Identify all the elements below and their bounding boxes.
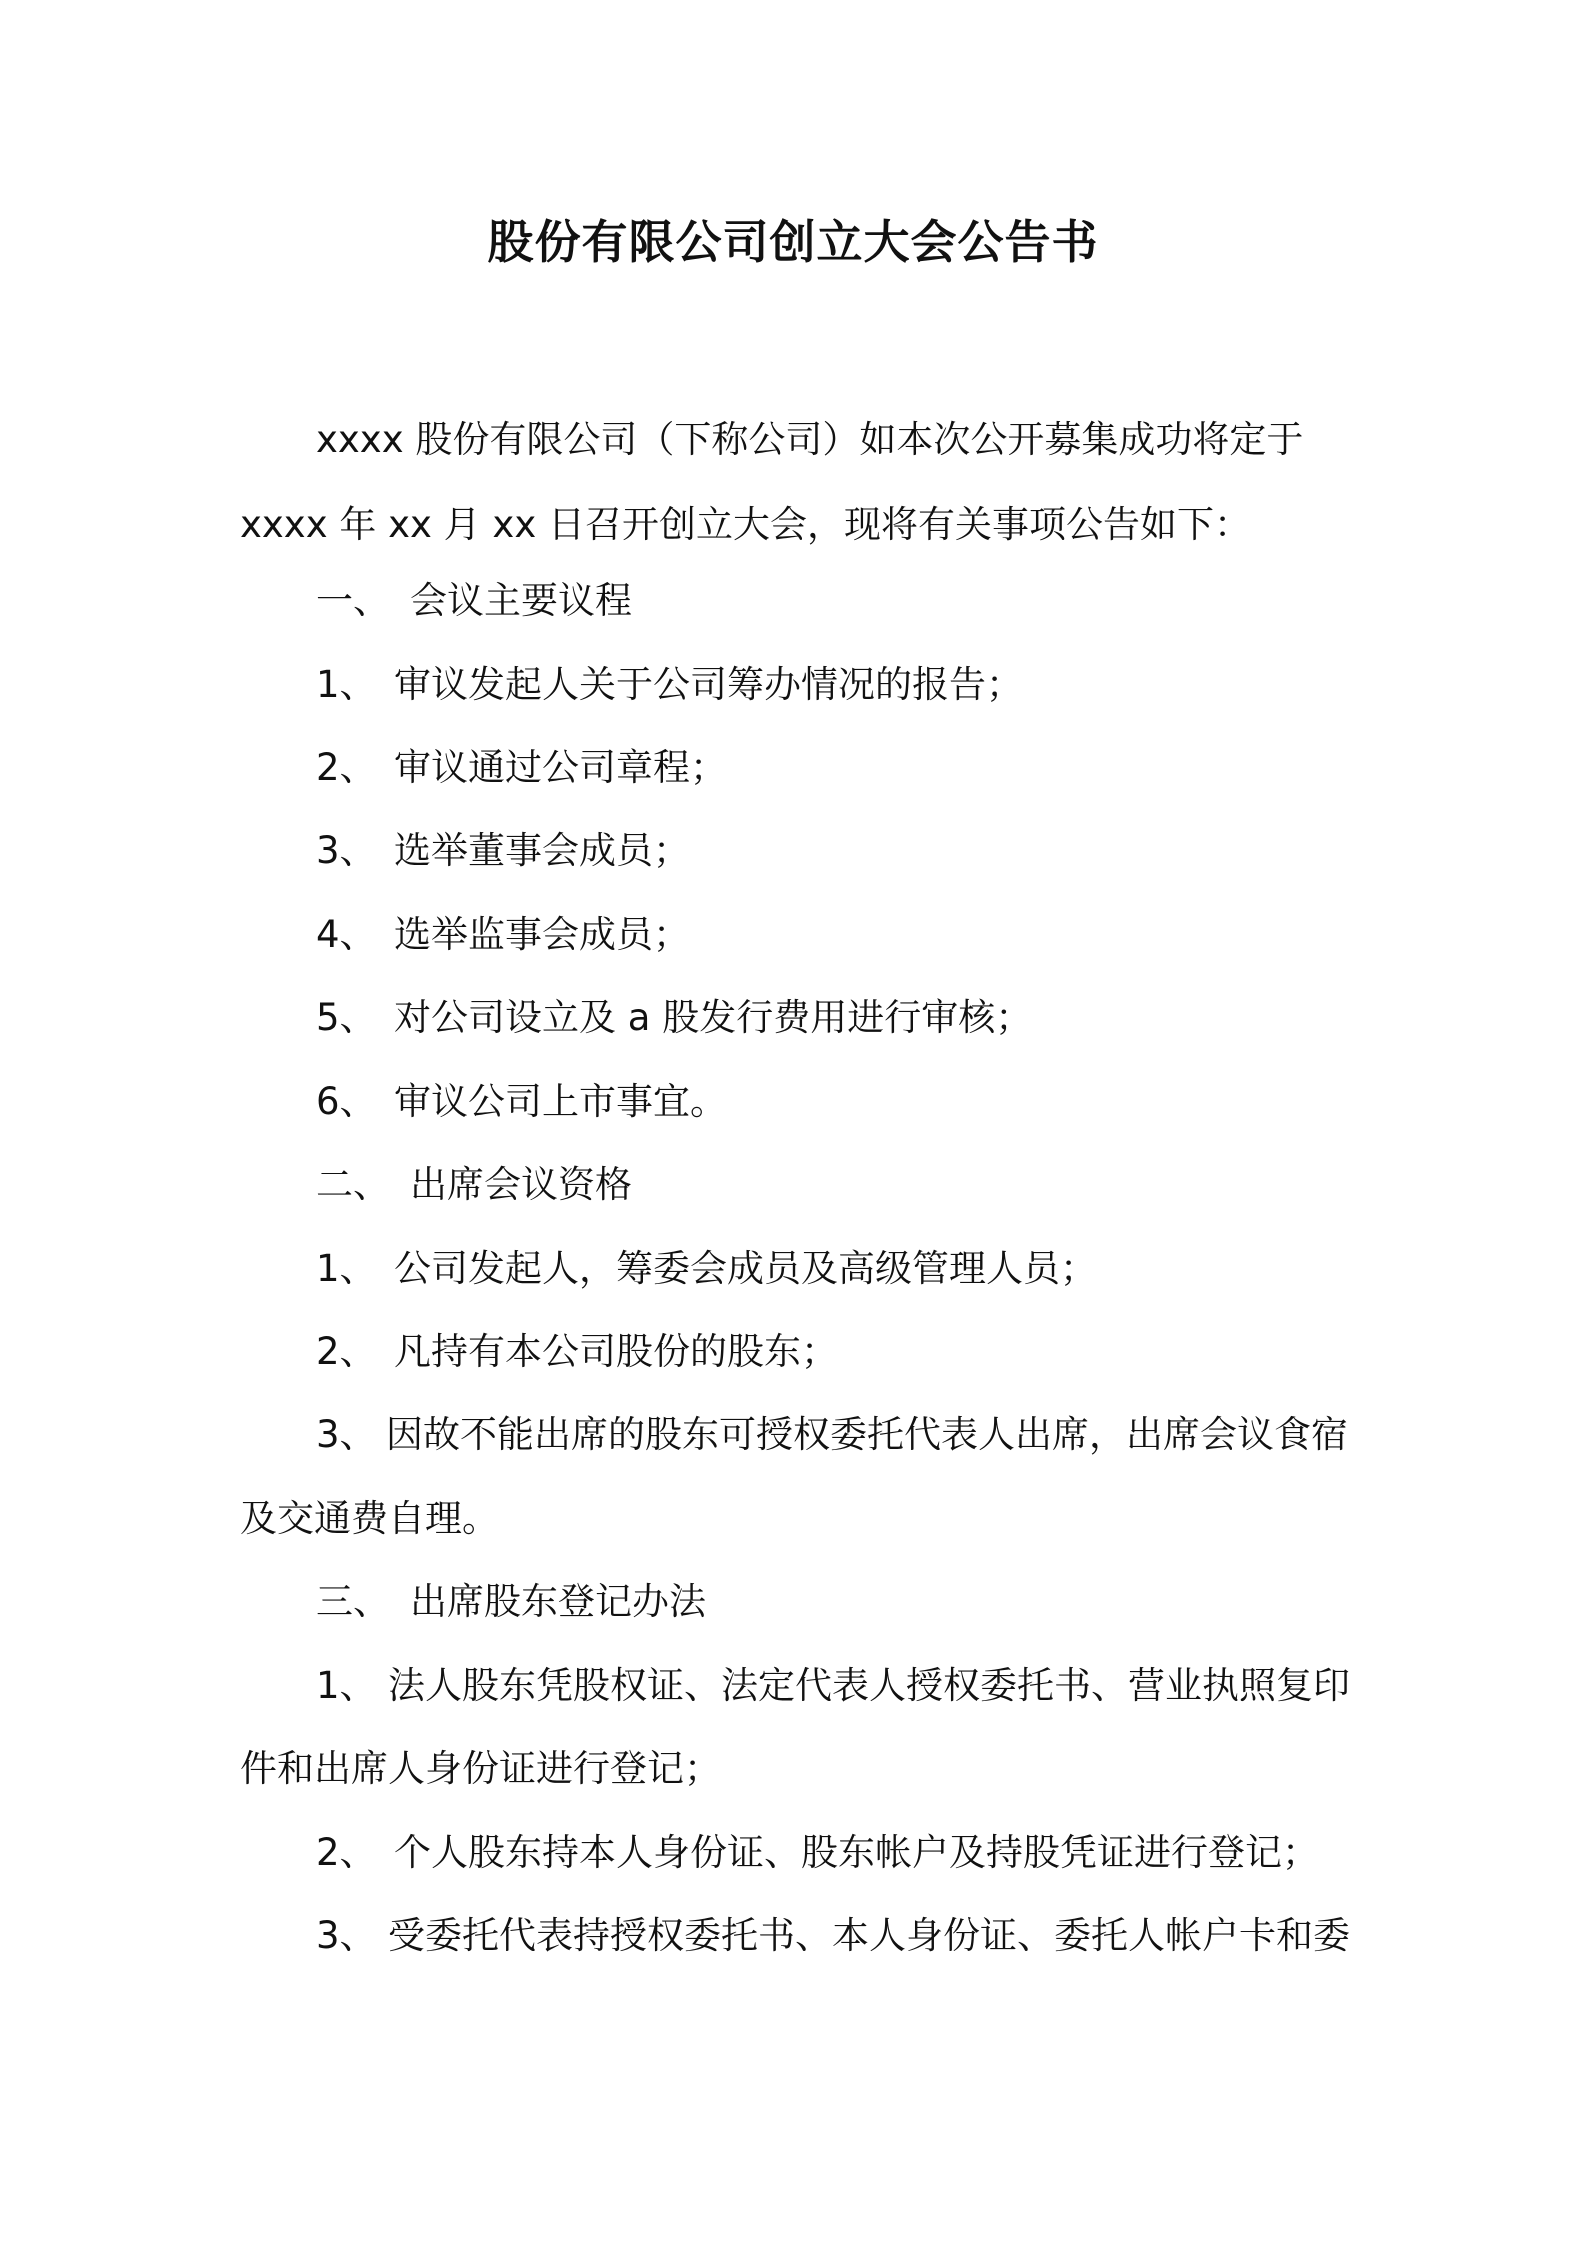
item-text: 个人股东持本人身份证、股东帐户及持股凭证进行登记； (394, 1831, 1319, 1874)
list-item (316, 1077, 727, 1127)
section-number: 三、 (316, 1580, 390, 1623)
list-item (316, 1661, 1350, 1711)
list-item (316, 1327, 838, 1377)
document-title: 股份有限公司创立大会公告书 (487, 215, 1099, 269)
list-item (316, 993, 1032, 1043)
item-text: 审议通过公司章程； (394, 746, 727, 789)
item-text: 审议公司上市事宜。 (394, 1080, 727, 1123)
item-number: 2、 (316, 1330, 377, 1373)
section-title: 会议主要议程 (410, 579, 632, 622)
list-item (316, 1244, 1097, 1294)
intro-line-1: xxxx 股份有限公司（下称公司）如本次公开募集成功将定于 (316, 418, 1304, 461)
section-title: 出席股东登记办法 (410, 1580, 706, 1623)
item-text: 公司发起人，筹委会成员及高级管理人员； (394, 1247, 1097, 1290)
item-number: 1、 (316, 1664, 377, 1707)
item-number: 1、 (316, 663, 377, 706)
item-text: 选举监事会成员； (394, 913, 690, 956)
section-number: 一、 (316, 579, 390, 622)
item-text: 审议发起人关于公司筹办情况的报告； (394, 663, 1023, 706)
item-number: 5、 (316, 996, 377, 1039)
section-heading (316, 1577, 706, 1627)
item-number: 2、 (316, 746, 377, 789)
list-item (316, 660, 1023, 710)
item-number: 3、 (316, 1914, 377, 1957)
item-number: 2、 (316, 1831, 377, 1874)
list-item (316, 1911, 1350, 1961)
list-item (316, 743, 727, 793)
list-item (316, 826, 690, 876)
item-text: 因故不能出席的股东可授权委托代表人出席，出席会议食宿 (386, 1413, 1348, 1456)
item-text: 受委托代表持授权委托书、本人身份证、委托人帐户卡和委 (388, 1914, 1350, 1957)
section-heading (316, 1160, 632, 1210)
item-number: 3、 (316, 829, 377, 872)
item-text: 对公司设立及 a 股发行费用进行审核； (394, 996, 1033, 1039)
item-text: 选举董事会成员； (394, 829, 690, 872)
item-continuation: 件和出席人身份证进行登记； (240, 1747, 721, 1790)
item-number: 1、 (316, 1247, 377, 1290)
item-text: 法人股东凭股权证、法定代表人授权委托书、营业执照复印 (388, 1664, 1350, 1707)
list-item (316, 910, 690, 960)
section-heading (316, 576, 632, 626)
item-number: 4、 (316, 913, 377, 956)
item-text: 凡持有本公司股份的股东； (394, 1330, 838, 1373)
item-continuation: 及交通费自理。 (240, 1497, 499, 1540)
intro-line-2: xxxx 年 xx 月 xx 日召开创立大会，现将有关事项公告如下： (240, 503, 1251, 546)
item-number: 3、 (316, 1413, 377, 1456)
section-title: 出席会议资格 (410, 1163, 632, 1206)
list-item (316, 1828, 1319, 1878)
item-number: 6、 (316, 1080, 377, 1123)
section-number: 二、 (316, 1163, 390, 1206)
list-item (316, 1410, 1348, 1460)
